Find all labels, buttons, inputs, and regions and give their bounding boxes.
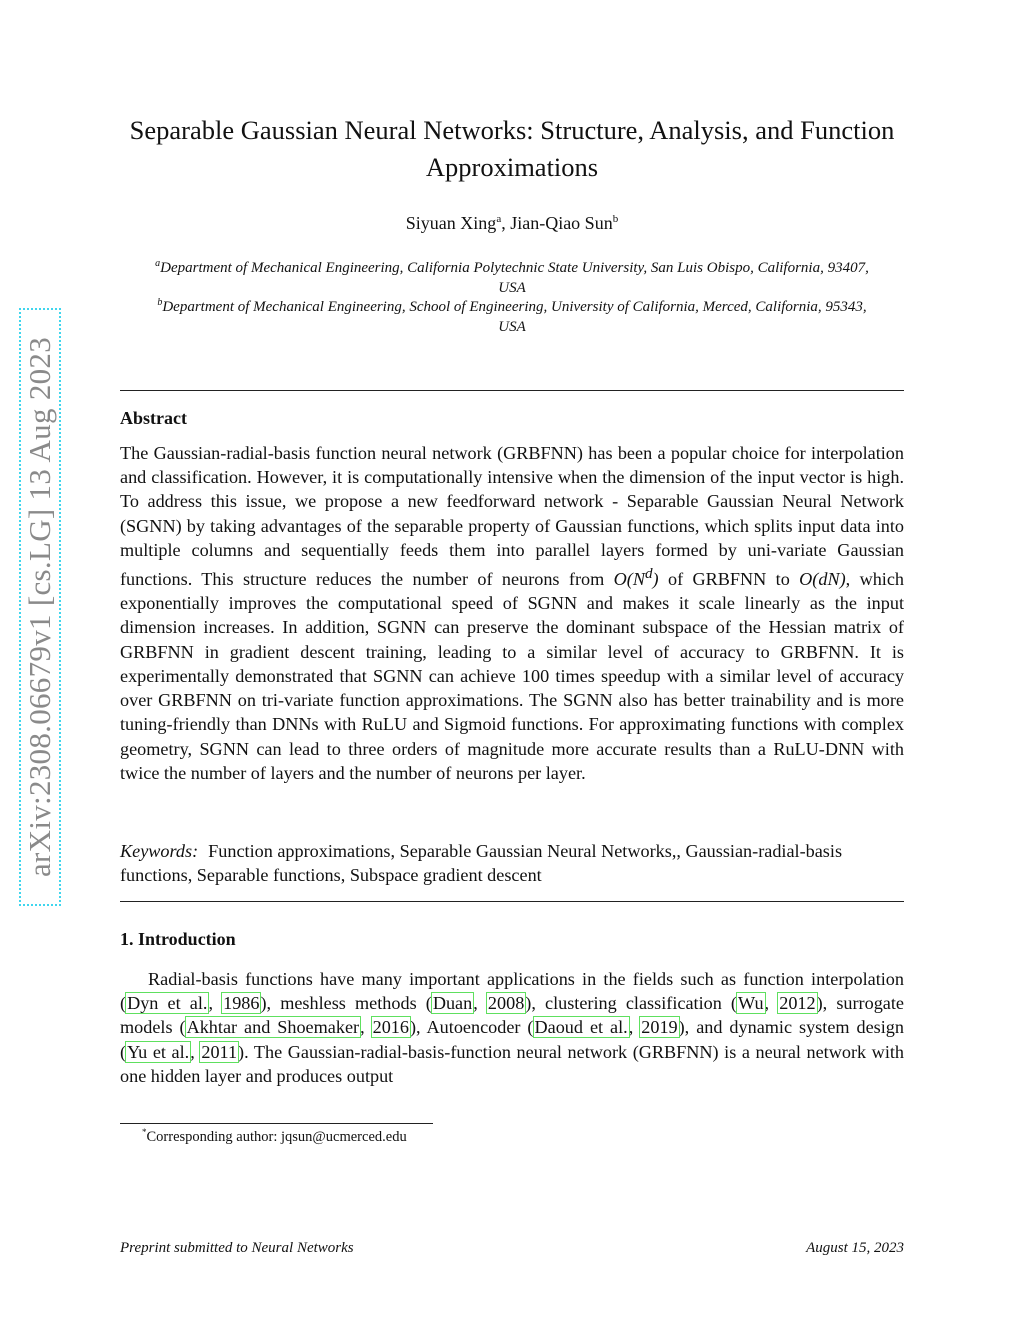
citation-year-link[interactable]: 1986 xyxy=(223,993,260,1014)
affiliation-mark: b xyxy=(157,297,163,308)
abstract-heading: Abstract xyxy=(120,408,187,428)
citation-link[interactable]: Daoud et al. xyxy=(534,1017,628,1038)
math-complexity-sgnn: O(dN) xyxy=(799,569,846,590)
abstract-text: The Gaussian-radial-basis function neural network (GRBFNN) has been a popular choice for interpolation and classification. However, it is computationally intensive when the dimension of the input vector is high. To address this issue, we propose a new feedforward network - Separable Gaussian Neural Network (SGNN) by taking advantages of the separable property of Gaussian functions, which splits input data into multiple columns and sequentially feeds them into parallel layers formed by uni-variate Gaussian functions. This structure reduces the number of neurons from xyxy=(120,443,904,590)
footnote-text: Corresponding author: jqsun@ucmerced.edu xyxy=(146,1128,407,1145)
math-complexity-grbfnn: $O(N^d)$ xyxy=(613,565,659,590)
citation-year-link[interactable]: 2008 xyxy=(487,993,525,1014)
citation-link[interactable]: Akhtar and Shoemaker xyxy=(186,1017,360,1038)
citation-link[interactable]: Dyn et al. xyxy=(127,993,208,1014)
author-list: Siyuan Xing$^a$, Jian-Qiao Sun$^b$ xyxy=(405,213,619,233)
author-affil-mark: b xyxy=(612,213,619,225)
keywords xyxy=(120,839,904,887)
paper-title: Separable Gaussian Neural Networks: Structure, Analysis, and Function Approximations xyxy=(129,115,895,182)
arxiv-stamp[interactable]: arXiv:2308.06679v1 [cs.LG] 13 Aug 2023 xyxy=(22,336,57,878)
citation-link[interactable]: Duan xyxy=(432,993,473,1014)
author-name: Siyuan Xing xyxy=(405,213,497,233)
introduction-body: Radial-basis functions have many important applications in the fields such as function interpolation (Dyn et al., 1986), meshless methods (Duan, 2008), clustering classification (Wu, 2012), surrogate models (Akhtar and Shoemaker, 2016), Autoencoder (Daoud et al., 2019), and dynamic system design (Yu et al., 2011). The Gaussian-radial-basis-function neural network (GRBFNN) is a neural network with one hidden layer and produces output xyxy=(120,969,905,1086)
author-affil-mark: a xyxy=(496,213,502,225)
affiliation-b xyxy=(150,293,874,337)
footer-journal: Preprint submitted to Neural Networks xyxy=(120,1240,354,1256)
abstract-top-rule xyxy=(120,390,904,391)
affiliation-text: Department of Mechanical Engineering, California Polytechnic State University, San Luis Obispo, California, 93407, USA xyxy=(160,260,869,296)
citation-year-link[interactable]: 2019 xyxy=(641,1017,678,1038)
abstract-body xyxy=(120,441,904,785)
author-name: Jian-Qiao Sun xyxy=(510,213,613,233)
affiliation-a xyxy=(150,254,874,298)
abstract-text: of GRBFNN to xyxy=(667,569,790,590)
introduction-heading: 1. Introduction xyxy=(120,929,236,949)
citation-year-link[interactable]: 2016 xyxy=(372,1017,409,1038)
abstract-bottom-rule xyxy=(120,901,904,902)
footnote-mark: * xyxy=(142,1127,147,1137)
citation-link[interactable]: Yu et al. xyxy=(127,1041,190,1062)
affiliation-mark: a xyxy=(155,258,161,269)
footnote-rule xyxy=(120,1123,433,1124)
affiliation-text: Department of Mechanical Engineering, School of Engineering, University of California, Merced, California, 95343, USA xyxy=(162,299,867,335)
keywords-label: Keywords: xyxy=(120,841,199,861)
citation-year-link[interactable]: 2012 xyxy=(779,993,816,1014)
abstract-text: , which exponentially improves the computational speed of SGNN and makes it scale linearly as the input dimension increases. In addition, SGNN can preserve the dominant subspace of the Hessian matrix of GRBFNN in gradient descent training, leading to a similar level of accuracy to GRBFNN. It is experimentally demonstrated that SGNN can achieve 100 times speedup with a similar level of accuracy over GRBFNN on tri-variate function approximations. The SGNN also has better trainability and is more tuning-friendly than DNNs with RuLU and Sigmoid functions. For approximating functions with complex geometry, SGNN can lead to three orders of magnitude more accurate results than a RuLU-DNN with twice the number of layers and the number of neurons per layer. xyxy=(120,569,905,783)
keywords-text: Function approximations, Separable Gaussian Neural Networks,, Gaussian-radial-basis functions, Separable functions, Subspace gradient descent xyxy=(120,841,843,886)
citation-link[interactable]: Wu xyxy=(738,993,764,1014)
footer-date: August 15, 2023 xyxy=(806,1240,904,1256)
citation-year-link[interactable]: 2011 xyxy=(201,1041,238,1062)
footnote xyxy=(142,1127,407,1146)
